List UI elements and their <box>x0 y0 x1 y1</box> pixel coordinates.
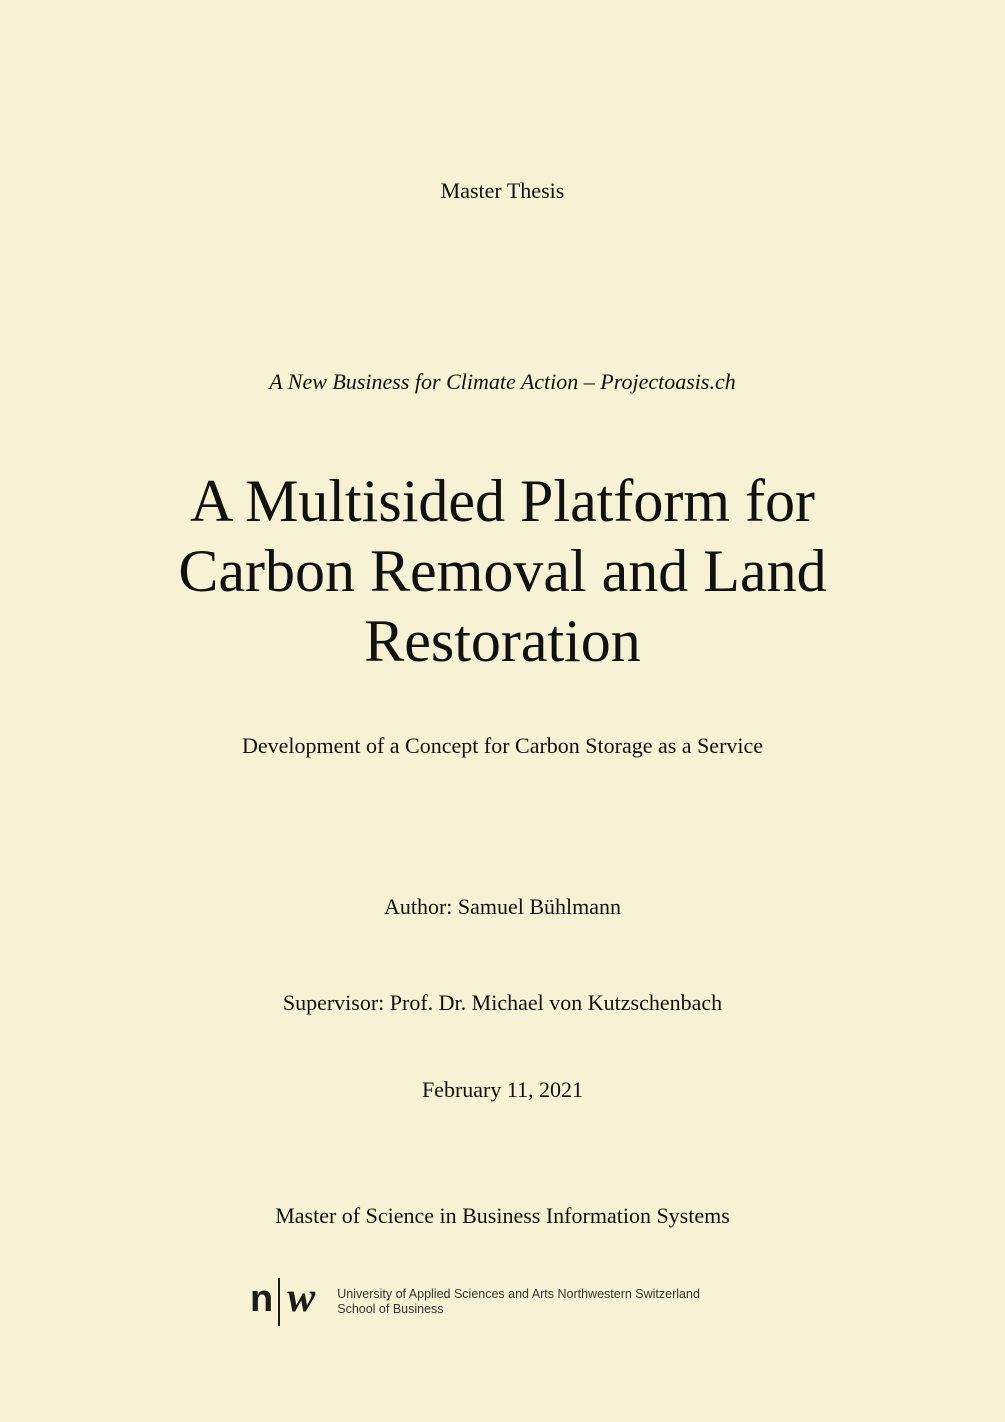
thesis-title <box>0 466 1005 676</box>
author-line: Author: Samuel Bühlmann <box>383 894 622 919</box>
institution-name-line1: University of Applied Sciences and Arts Northwestern Switzerland <box>337 1287 700 1301</box>
institution-name <box>337 1287 700 1317</box>
fhnw-logo-mark <box>250 1277 315 1327</box>
thesis-subtitle: Development of a Concept for Carbon Storage as a Service <box>241 733 764 758</box>
document-type-label: Master Thesis <box>440 178 565 203</box>
degree-program: Master of Science in Business Information Systems <box>275 1203 730 1228</box>
supervisor-line: Supervisor: Prof. Dr. Michael von Kutzschenbach <box>282 990 723 1015</box>
institution-logo <box>250 1277 700 1327</box>
thesis-title-line: Restoration <box>364 608 641 674</box>
thesis-title-line: A Multisided Platform for <box>190 468 815 534</box>
logo-letter-w: w <box>287 1275 316 1321</box>
logo-divider <box>278 1278 280 1326</box>
submission-date: February 11, 2021 <box>421 1077 584 1102</box>
logo-letter-n: n <box>250 1278 274 1320</box>
thesis-title-line: Carbon Removal and Land <box>178 538 827 604</box>
series-title: A New Business for Climate Action – Projectoasis.ch <box>269 369 736 394</box>
institution-name-line2: School of Business <box>337 1302 444 1316</box>
